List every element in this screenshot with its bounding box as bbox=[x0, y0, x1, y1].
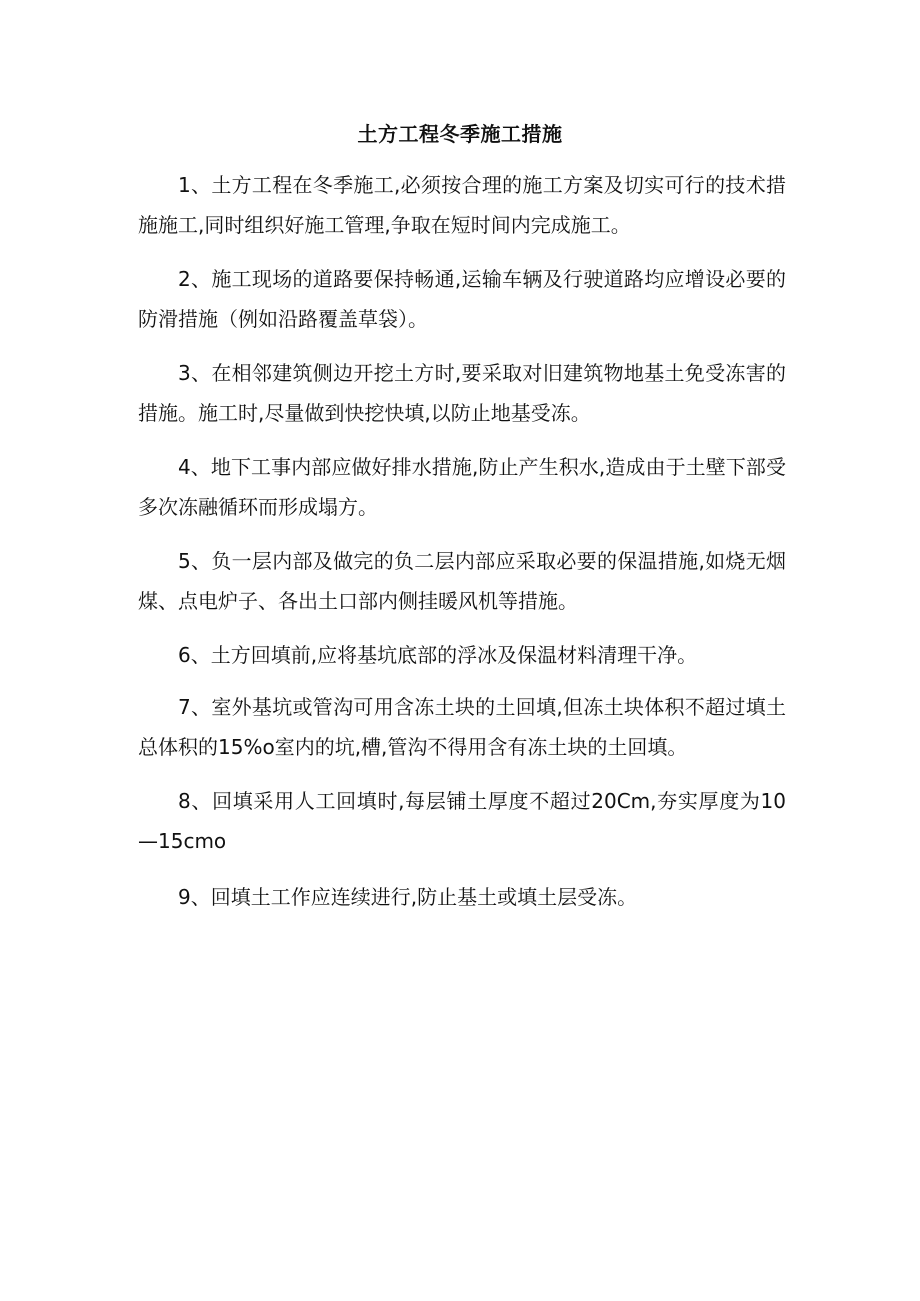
paragraph-5: 5、负一层内部及做完的负二层内部应采取必要的保温措施,如烧无烟煤、点电炉子、各出土口部内侧挂暖风机等措施。 bbox=[138, 549, 786, 613]
paragraph-9: 9、回填土工作应连续进行,防止基土或填土层受冻。 bbox=[178, 885, 638, 909]
paragraph-6: 6、土方回填前,应将基坑底部的浮冰及保温材料清理干净。 bbox=[178, 643, 698, 667]
paragraph-2: 2、施工现场的道路要保持畅通,运输车辆及行驶道路均应增设必要的防滑措施（例如沿路覆盖草袋）。 bbox=[138, 267, 786, 331]
paragraph-3: 3、在相邻建筑侧边开挖土方时,要采取对旧建筑物地基土免受冻害的措施。施工时,尽量做到快挖快填,以防止地基受冻。 bbox=[138, 361, 786, 425]
document-body bbox=[138, 165, 786, 929]
paragraph-1: 1、土方工程在冬季施工,必须按合理的施工方案及切实可行的技术措施施工,同时组织好施工管理,争取在短时间内完成施工。 bbox=[138, 173, 786, 237]
paragraph-4: 4、地下工事内部应做好排水措施,防止产生积水,造成由于土壁下部受多次冻融循环而形成塌方。 bbox=[138, 455, 786, 519]
paragraph-8: 8、回填采用人工回填时,每层铺土厚度不超过20Cm,夯实厚度为10—15cmo bbox=[138, 789, 786, 853]
document-title: 土方工程冬季施工措施 bbox=[357, 122, 563, 146]
paragraph-7: 7、室外基坑或管沟可用含冻土块的土回填,但冻土块体积不超过填土总体积的15%o室内的坑,槽,管沟不得用含有冻土块的土回填。 bbox=[138, 695, 786, 759]
